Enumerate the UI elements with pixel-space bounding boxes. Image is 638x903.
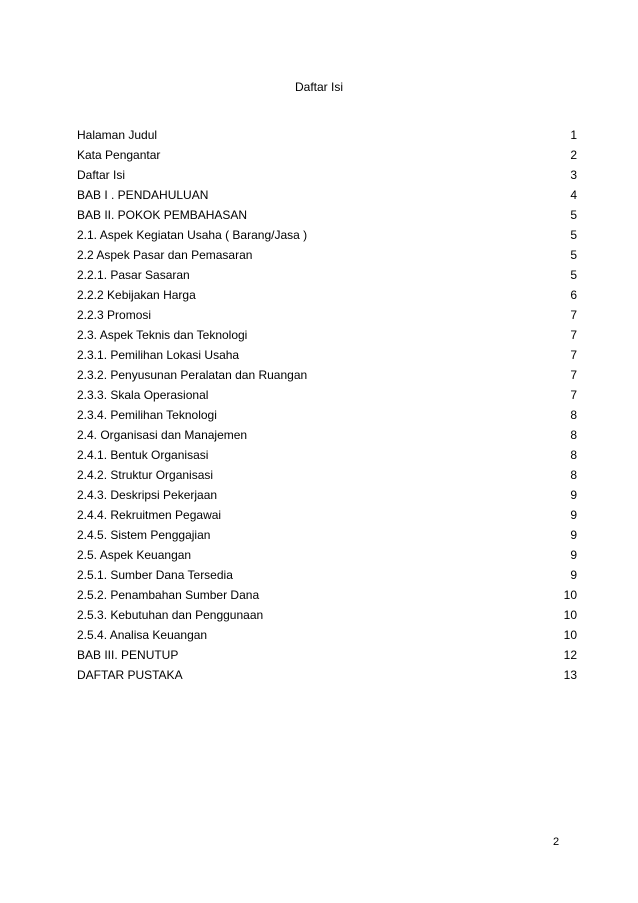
toc-entry-page: 7 — [570, 348, 577, 362]
toc-entry-page: 9 — [570, 548, 577, 562]
toc-entry — [77, 408, 577, 428]
toc-entry-label: Daftar Isi — [77, 168, 126, 182]
toc-entry — [77, 588, 577, 608]
toc-entry — [77, 168, 577, 188]
toc-entry-page: 6 — [570, 288, 577, 302]
toc-entry — [77, 648, 577, 668]
toc-entry-label: 2.2 Aspek Pasar dan Pemasaran — [77, 248, 253, 262]
toc-entry-label: 2.3.3. Skala Operasional — [77, 388, 209, 402]
page-title: Daftar Isi — [294, 80, 343, 94]
toc-entry-page: 12 — [563, 648, 577, 662]
toc-entry-page: 10 — [563, 628, 577, 642]
toc-entry-page: 8 — [570, 468, 577, 482]
toc-entry-label: Kata Pengantar — [77, 148, 161, 162]
toc-entry-page: 9 — [570, 508, 577, 522]
toc-entry-label: BAB II. POKOK PEMBAHASAN — [77, 208, 248, 222]
page-number: 2 — [553, 836, 560, 848]
toc-entry-label: 2.3. Aspek Teknis dan Teknologi — [77, 328, 248, 342]
toc-entry-label: 2.4.4. Rekruitmen Pegawai — [77, 508, 222, 522]
toc-entry-label: 2.5.4. Analisa Keuangan — [77, 628, 208, 642]
toc-entry-page: 10 — [563, 608, 577, 622]
toc-entry — [77, 328, 577, 348]
toc-entry-page: 7 — [570, 368, 577, 382]
toc-entry — [77, 448, 577, 468]
toc-entry-page: 2 — [570, 148, 577, 162]
toc-entry — [77, 148, 577, 168]
toc-entry — [77, 348, 577, 368]
toc-entry — [77, 548, 577, 568]
toc-entry-page: 7 — [570, 308, 577, 322]
toc-entry — [77, 508, 577, 528]
toc-entry-label: BAB III. PENUTUP — [77, 648, 179, 662]
toc-entry-page: 9 — [570, 528, 577, 542]
toc-entry-page: 9 — [570, 488, 577, 502]
toc-entry-label: 2.2.2 Kebijakan Harga — [77, 288, 196, 302]
toc-entry — [77, 628, 577, 648]
toc-entry-label: 2.5.1. Sumber Dana Tersedia — [77, 568, 233, 582]
toc-entry-label: 2.3.1. Pemilihan Lokasi Usaha — [77, 348, 240, 362]
toc-entry-label: 2.1. Aspek Kegiatan Usaha ( Barang/Jasa ) — [77, 228, 308, 242]
toc-entry — [77, 128, 577, 148]
toc-entry — [77, 368, 577, 388]
toc-entry-page: 1 — [570, 128, 577, 142]
toc-entry — [77, 288, 577, 308]
toc-entry-page: 8 — [570, 428, 577, 442]
toc-entry-label: 2.2.1. Pasar Sasaran — [77, 268, 190, 282]
toc-entry — [77, 188, 577, 208]
toc-entry-page: 7 — [570, 388, 577, 402]
toc-entry — [77, 208, 577, 228]
toc-entry-page: 5 — [570, 208, 577, 222]
toc-entry — [77, 268, 577, 288]
toc-entry — [77, 248, 577, 268]
toc-entry-label: 2.3.2. Penyusunan Peralatan dan Ruangan — [77, 368, 308, 382]
toc-entry-label: 2.4.3. Deskripsi Pekerjaan — [77, 488, 218, 502]
toc-entry — [77, 608, 577, 628]
toc-entry — [77, 528, 577, 548]
toc-entry-page: 7 — [570, 328, 577, 342]
toc-entry — [77, 388, 577, 408]
toc-entry-label: 2.5. Aspek Keuangan — [77, 548, 192, 562]
toc-entry-label: 2.4.1. Bentuk Organisasi — [77, 448, 209, 462]
toc-entry — [77, 488, 577, 508]
table-of-contents — [77, 128, 577, 688]
toc-entry — [77, 228, 577, 248]
toc-entry-label: 2.4. Organisasi dan Manajemen — [77, 428, 248, 442]
toc-entry-page: 9 — [570, 568, 577, 582]
toc-entry-page: 5 — [570, 248, 577, 262]
toc-entry — [77, 568, 577, 588]
toc-entry-label: 2.2.3 Promosi — [77, 308, 152, 322]
toc-entry-label: 2.4.2. Struktur Organisasi — [77, 468, 214, 482]
toc-entry — [77, 668, 577, 688]
toc-entry — [77, 468, 577, 488]
toc-entry-label: Halaman Judul — [77, 128, 158, 142]
toc-entry-label: DAFTAR PUSTAKA — [77, 668, 183, 682]
toc-entry-label: 2.3.4. Pemilihan Teknologi — [77, 408, 217, 422]
toc-entry-page: 3 — [570, 168, 577, 182]
toc-entry-label: BAB I . PENDAHULUAN — [77, 188, 209, 202]
toc-entry-page: 8 — [570, 408, 577, 422]
toc-entry-label: 2.4.5. Sistem Penggajian — [77, 528, 211, 542]
toc-entry-page: 4 — [570, 188, 577, 202]
toc-entry-page: 10 — [563, 588, 577, 602]
toc-entry-label: 2.5.2. Penambahan Sumber Dana — [77, 588, 260, 602]
toc-entry-page: 13 — [563, 668, 577, 682]
toc-entry — [77, 428, 577, 448]
toc-entry-page: 5 — [570, 268, 577, 282]
toc-entry-label: 2.5.3. Kebutuhan dan Penggunaan — [77, 608, 264, 622]
toc-entry-page: 5 — [570, 228, 577, 242]
toc-entry — [77, 308, 577, 328]
toc-entry-page: 8 — [570, 448, 577, 462]
